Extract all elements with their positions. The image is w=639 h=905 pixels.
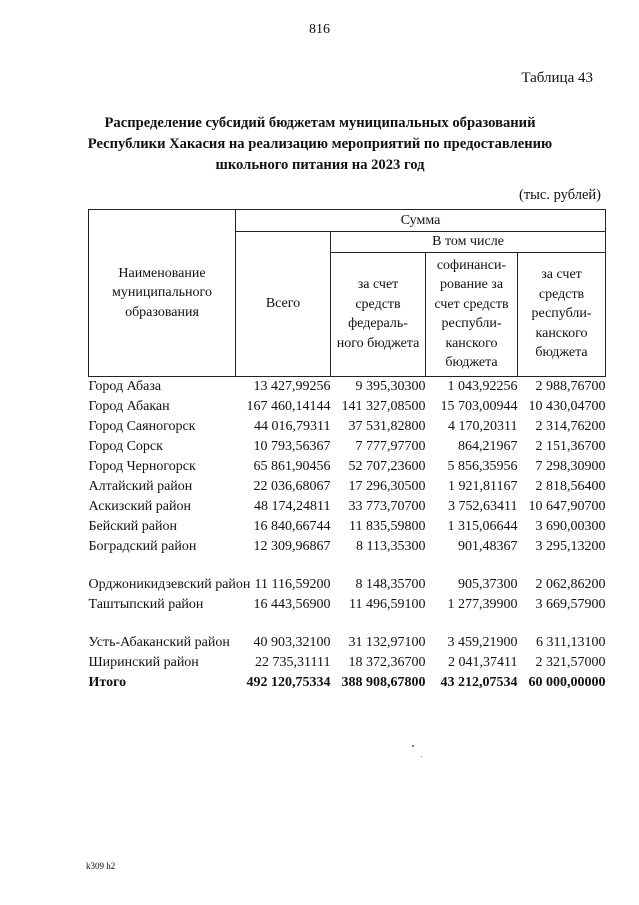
cell-cofinancing: 43 212,07534 [440,675,518,690]
cell-name: Город Черногорск [88,459,196,474]
total-row [89,672,606,692]
page-number: 816 [309,22,330,37]
cell-republic: 2 321,57000 [535,655,606,670]
cell-republic: 2 314,76200 [535,419,606,434]
cell-federal: 11 835,59800 [349,519,426,534]
cell-name: Боградский район [88,539,197,554]
cell-federal: 18 372,36700 [348,655,426,670]
cell-republic: 2 988,76700 [535,379,606,394]
cell-federal: 9 395,30300 [355,379,426,394]
cell-total: 167 460,14144 [246,399,331,414]
scan-speck [412,745,414,747]
cell-name: Ширинский район [88,655,199,670]
cell-federal: 7 777,97700 [355,439,426,454]
table-row [89,556,606,594]
footer-code: k309 h2 [86,861,116,871]
cell-republic: 3 690,00300 [535,519,606,534]
cell-republic: 3 295,13200 [535,539,606,554]
cell-cofinancing: 864,21967 [458,439,518,454]
document-title [60,113,580,176]
cell-republic: 10 647,90700 [528,499,606,514]
cell-total: 48 174,24811 [254,499,331,514]
cell-total: 44 016,79311 [254,419,331,434]
cell-cofinancing: 5 856,35956 [447,459,518,474]
cell-name: Бейский район [88,519,177,534]
cell-republic: 10 430,04700 [528,399,606,414]
cell-federal: 8 113,35300 [356,539,426,554]
cell-federal: 31 132,97100 [348,635,426,650]
cell-cofinancing: 3 752,63411 [448,499,518,514]
cell-total: 492 120,75334 [246,675,331,690]
cell-name: Алтайский район [88,479,193,494]
title-line: школьного питания на 2023 год [215,157,425,173]
header-sum: Сумма [236,210,606,232]
table-row [89,376,606,396]
header-republic: за счет средств республи- канского бюджета [518,252,606,376]
cell-total: 12 309,96867 [253,539,331,554]
cell-federal: 8 148,35700 [355,577,426,592]
cell-cofinancing: 1 043,92256 [447,379,518,394]
cell-name: Таштыпский район [88,597,204,612]
header-federal: за счет средств федераль- ного бюджета [331,252,426,376]
cell-cofinancing: 2 041,37411 [448,655,518,670]
table-row [89,652,606,672]
header-cofinancing: софинанси- рование за счет средств республи- канского бюджета [426,252,518,376]
cell-cofinancing: 1 277,39900 [447,597,518,612]
cell-republic: 2 151,36700 [535,439,606,454]
cell-republic: 2 818,56400 [535,479,606,494]
cell-cofinancing: 4 170,20311 [448,419,518,434]
cell-cofinancing: 901,48367 [458,539,518,554]
subsidy-table [88,209,606,692]
table-row [89,456,606,476]
header-including: В том числе [331,232,606,253]
cell-total: 22 036,68067 [253,479,331,494]
cell-federal: 11 496,59100 [349,597,426,612]
table-row [89,594,606,614]
title-line: Республики Хакасия на реализацию мероприятий по предоставлению [87,136,553,152]
cell-republic: 2 062,86200 [535,577,606,592]
cell-federal: 52 707,23600 [348,459,426,474]
cell-name: Город Абаза [88,379,162,394]
cell-total: 16 840,66744 [253,519,331,534]
table-row [89,496,606,516]
unit-note: (тыс. рублей) [519,187,601,203]
cell-total: 13 427,99256 [253,379,331,394]
table-row [89,416,606,436]
cell-name: Город Абакан [88,399,170,414]
cell-federal: 37 531,82800 [348,419,426,434]
table-row [89,396,606,416]
table-label: Таблица 43 [521,70,593,86]
header-name: Наименование муниципального образования [89,210,236,377]
cell-republic: 60 000,00000 [528,675,606,690]
cell-name: Усть-Абаканский район [88,635,230,650]
cell-name: Город Саяногорск [88,419,196,434]
cell-cofinancing: 15 703,00944 [440,399,518,414]
cell-federal: 141 327,08500 [341,399,426,414]
scan-speck [421,756,422,757]
cell-cofinancing: 1 921,81167 [448,479,518,494]
cell-total: 11 116,59200 [254,577,331,592]
cell-total: 10 793,56367 [253,439,331,454]
title-line: Распределение субсидий бюджетам муниципальных образований [104,115,536,131]
cell-cofinancing: 1 315,06644 [447,519,518,534]
cell-name: Орджоникидзевский район [88,577,251,592]
table-row [89,536,606,556]
cell-total: 40 903,32100 [253,635,331,650]
cell-total: 16 443,56900 [253,597,331,612]
cell-total: 22 735,31111 [255,655,331,670]
cell-name: Город Сорск [88,439,163,454]
cell-total: 65 861,90456 [253,459,331,474]
cell-name: Итого [88,675,127,690]
cell-republic: 6 311,13100 [536,635,606,650]
cell-federal: 33 773,70700 [348,499,426,514]
table-row [89,516,606,536]
header-total: Всего [236,232,331,377]
cell-republic: 3 669,57900 [535,597,606,612]
table-row [89,436,606,456]
cell-cofinancing: 3 459,21900 [447,635,518,650]
cell-republic: 7 298,30900 [535,459,606,474]
table-row [89,476,606,496]
cell-federal: 388 908,67800 [341,675,426,690]
cell-name: Аскизский район [88,499,191,514]
table-row [89,614,606,652]
cell-federal: 17 296,30500 [348,479,426,494]
cell-cofinancing: 905,37300 [458,577,518,592]
